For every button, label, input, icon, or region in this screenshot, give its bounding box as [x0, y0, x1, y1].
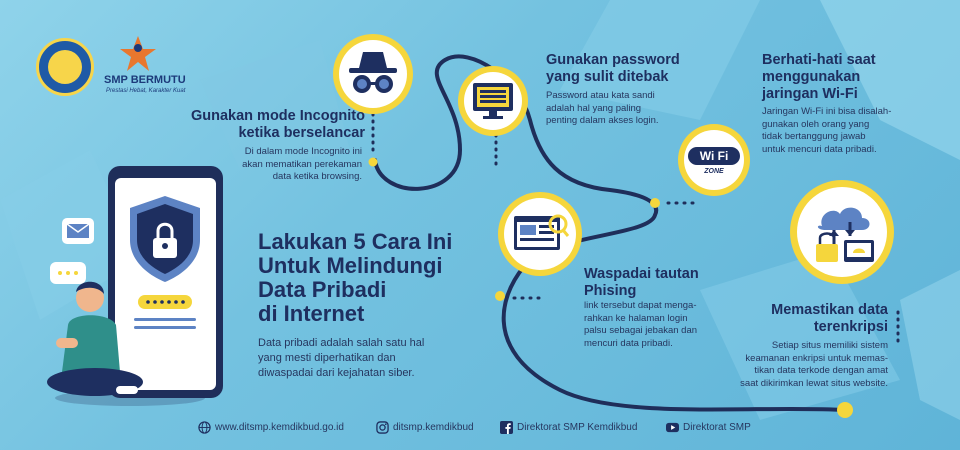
tip-body-line: link tersebut dapat menga- — [584, 300, 697, 311]
tip-body-line: Jaringan Wi-Fi ini bisa disalah- — [762, 106, 892, 117]
smp-star-icon — [118, 34, 158, 74]
tip-body-line: Setiap situs memiliki sistem — [771, 340, 888, 351]
tip-password-title — [546, 52, 726, 86]
phone-illustration — [40, 160, 240, 410]
tip-body-line: palsu sebagai jebakan dan — [584, 325, 698, 336]
main-title-line: Untuk Melindungi — [258, 253, 443, 278]
tip-body-line: gunakan oleh orang yang — [762, 118, 870, 130]
tip-title-line: Berhati-hati saat — [762, 52, 876, 68]
tip-title-line: Gunakan mode Incognito — [190, 108, 365, 124]
tip-encrypted-body — [700, 340, 888, 390]
tip-body-line: saat dikirimkan lewat situs website. — [740, 377, 888, 389]
instagram-icon — [376, 421, 389, 434]
tip-title-line: yang sulit ditebak — [546, 69, 669, 85]
incognito-badge — [333, 34, 413, 114]
tip-encrypted-title — [712, 302, 888, 336]
main-title-line: Lakukan 5 Cara Ini — [258, 229, 453, 254]
tip-body-line: Password atau kata sandi — [546, 90, 655, 101]
tip-body-line: Di dalam mode Incognito ini — [244, 146, 362, 157]
tip-title-line: ketika berselancar — [238, 125, 365, 141]
tip-body-line: rahkan ke halaman login — [584, 312, 688, 324]
password-badge — [458, 66, 528, 136]
wifi-zone-label: ZONE — [704, 168, 724, 175]
encryption-cloud-icon — [808, 200, 878, 264]
footer-facebook-text: Direktorat SMP Kemdikbud — [517, 421, 638, 433]
wifi-badge — [678, 124, 750, 196]
tip-title-line: Waspadai tautan — [584, 266, 699, 282]
footer-instagram[interactable] — [376, 418, 474, 436]
main-description — [258, 336, 468, 381]
smp-bermutu-logo — [104, 34, 194, 104]
tip-incognito-title — [180, 108, 365, 142]
tip-body-line: data ketika browsing. — [272, 171, 362, 182]
tip-body-line: adalah hal yang paling — [546, 102, 642, 114]
main-body-line: yang mesti diperhatikan dan — [258, 352, 396, 364]
tip-body-line: akan mematikan perekaman — [242, 158, 362, 170]
youtube-icon — [666, 421, 679, 434]
tip-body-line: keamanan enkripsi untuk memas- — [745, 352, 888, 364]
tip-body-line: tikan data terkode dengan amat — [754, 365, 888, 376]
footer-instagram-text: ditsmp.kemdikbud — [393, 421, 474, 433]
tip-password-body — [546, 90, 706, 128]
footer-youtube-text: Direktorat SMP — [683, 421, 751, 433]
incognito-icon — [345, 48, 401, 100]
tip-wifi-title — [762, 52, 942, 103]
tip-body-line: tidak bertanggung jawab — [762, 131, 866, 142]
tip-title-line: Memastikan data — [771, 302, 888, 318]
encryption-badge — [790, 180, 894, 284]
tip-wifi-body — [762, 106, 942, 156]
tip-body-line: penting dalam akses login. — [546, 115, 659, 126]
smp-bermutu-title: SMP BERMUTU — [104, 74, 186, 86]
tip-body-line: mencuri data pribadi. — [584, 337, 673, 349]
tip-phishing-title — [584, 266, 734, 300]
footer-website[interactable] — [198, 418, 344, 436]
main-title-line: di Internet — [258, 301, 365, 326]
tip-title-line: jaringan Wi-Fi — [762, 86, 858, 102]
phishing-browser-icon — [512, 212, 570, 256]
main-title-line: Data Pribadi — [258, 277, 387, 302]
main-title — [258, 230, 498, 326]
tut-wuri-handayani-logo — [36, 38, 94, 96]
wifi-zone-icon: Wi Fi — [688, 147, 740, 165]
phishing-badge — [498, 192, 582, 276]
tip-body-line: untuk mencuri data pribadi. — [762, 143, 877, 155]
footer-youtube[interactable] — [666, 418, 751, 436]
tip-title-line: menggunakan — [762, 69, 861, 85]
tip-title-line: terenkripsi — [813, 319, 888, 335]
tip-incognito-body — [220, 146, 362, 184]
smp-bermutu-tagline: Prestasi Hebat, Karakter Kuat — [106, 88, 186, 94]
globe-icon — [198, 421, 211, 434]
facebook-icon — [500, 421, 513, 434]
footer-website-text: www.ditsmp.kemdikbud.go.id — [215, 421, 344, 433]
main-body-line: Data pribadi adalah salah satu hal — [258, 337, 425, 349]
tip-title-line: Phising — [584, 283, 637, 299]
tip-title-line: Gunakan password — [546, 52, 680, 68]
footer-facebook[interactable] — [500, 418, 637, 436]
main-body-line: diwaspadai dari kejahatan siber. — [258, 367, 415, 379]
password-monitor-icon — [471, 81, 515, 121]
